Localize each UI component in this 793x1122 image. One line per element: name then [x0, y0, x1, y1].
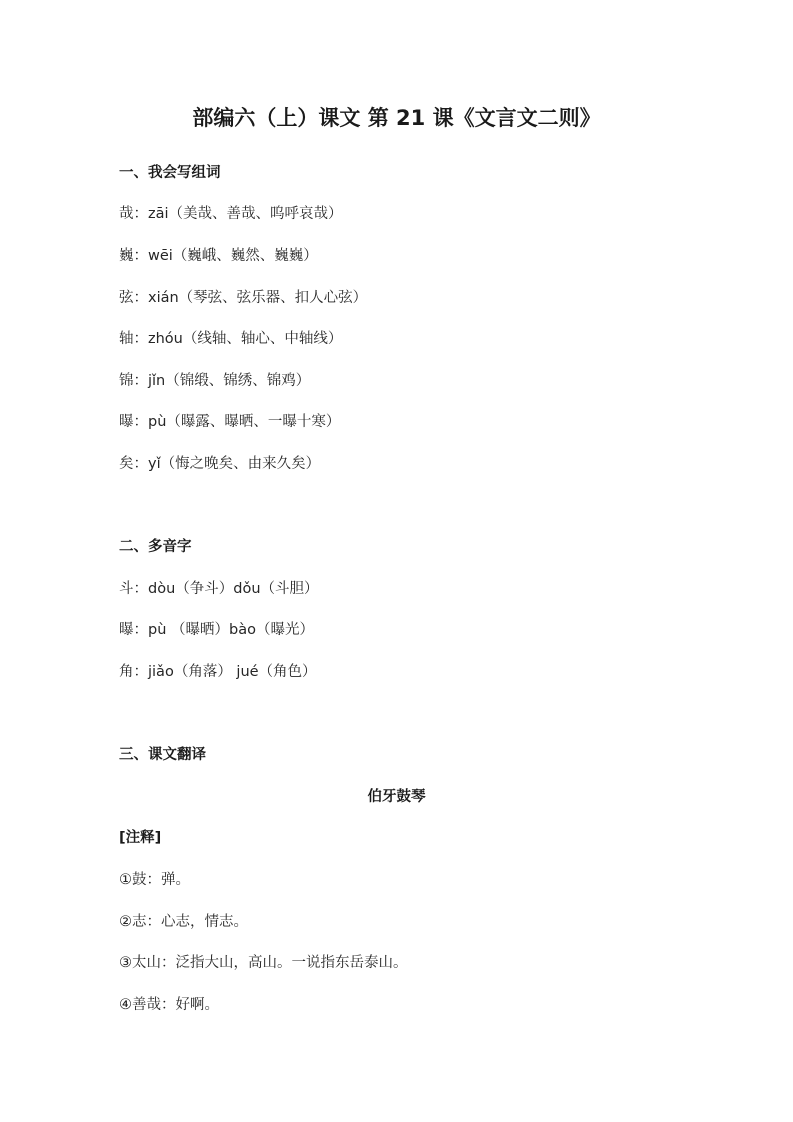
vocabulary-item: 曝：pù（曝露、曝晒、一曝十寒） — [119, 414, 341, 430]
notes-label: [注释] — [119, 830, 162, 846]
vocabulary-item: 哉：zāi（美哉、善哉、呜呼哀哉） — [119, 206, 343, 222]
vocabulary-item: 巍：wēi（巍峨、巍然、巍巍） — [119, 248, 318, 264]
section-heading-polyphonic: 二、多音字 — [119, 539, 192, 555]
polyphonic-item: 斗：dòu（争斗）dǒu（斗胆） — [119, 581, 319, 597]
vocabulary-item: 弦：xián（琴弦、弦乐器、扣人心弦） — [119, 290, 368, 306]
note-item: ④善哉：好啊。 — [119, 997, 219, 1013]
polyphonic-item: 角：jiǎo（角落） jué（角色） — [119, 664, 317, 680]
vocabulary-item: 轴：zhóu（线轴、轴心、中轴线） — [119, 331, 343, 347]
note-item: ②志：心志，情志。 — [119, 914, 248, 930]
polyphonic-item: 曝：pù （曝晒）bào（曝光） — [119, 622, 314, 638]
note-item: ③太山：泛指大山，高山。一说指东岳泰山。 — [119, 955, 408, 971]
page-title: 部编六（上）课文 第 21 课《文言文二则》 — [192, 106, 601, 130]
section-heading-vocabulary: 一、我会写组词 — [119, 165, 221, 181]
text-subtitle: 伯牙鼓琴 — [367, 789, 426, 805]
note-item: ①鼓：弹。 — [119, 872, 190, 888]
vocabulary-item: 锦：jǐn（锦缎、锦绣、锦鸡） — [119, 373, 311, 389]
vocabulary-item: 矣：yǐ（悔之晚矣、由来久矣） — [119, 456, 321, 472]
section-heading-translation: 三、课文翻译 — [119, 747, 206, 763]
